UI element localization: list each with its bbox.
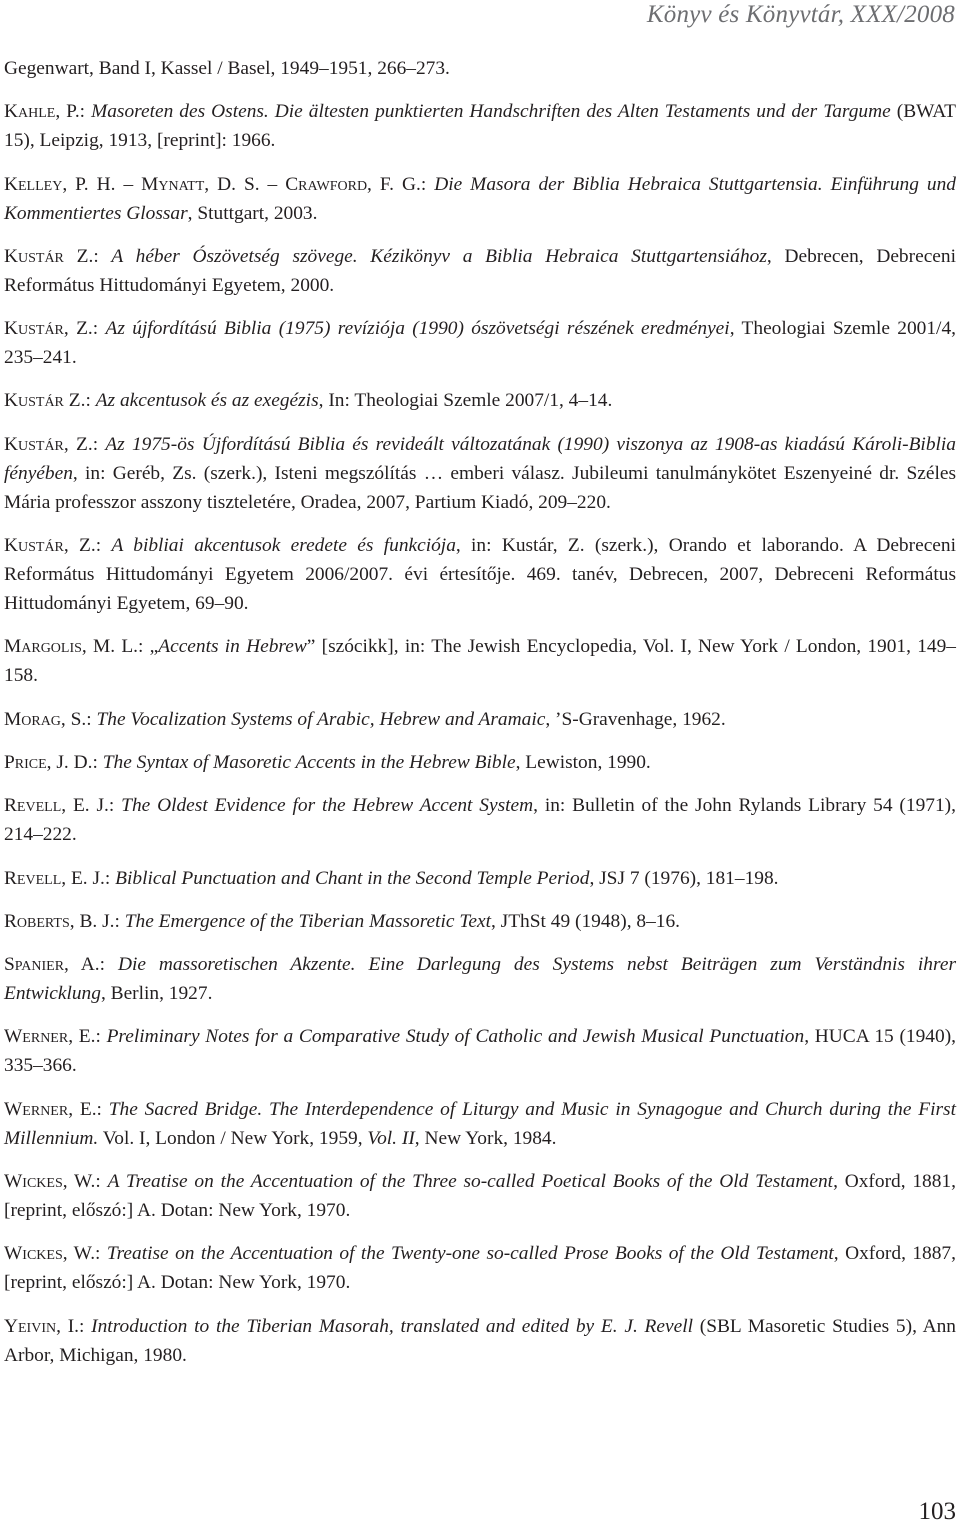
separator: :	[108, 795, 122, 817]
publication-info: , Oxford, 1887, [reprint, előszó:] A. Dotan: New York, 1970.	[4, 1243, 956, 1294]
author: Price, J. D.	[4, 751, 93, 773]
volume-italic: Vol. II	[367, 1127, 415, 1149]
continued-text: Gegenwart, Band I, Kassel / Basel, 1949–1951, 266–273.	[4, 58, 450, 79]
author: Werner, E.	[4, 1026, 96, 1048]
separator: :	[95, 1243, 107, 1265]
title: Az akcentusok és az exegézis	[95, 390, 319, 412]
title: A Treatise on the Accentuation of the Three so-called Poetical Books of the Old Testament	[107, 1171, 834, 1193]
reference-entry	[4, 1022, 956, 1080]
reference-entry	[4, 950, 956, 1008]
separator: :	[86, 708, 97, 730]
reference-entry	[4, 430, 956, 517]
publication-info: , in: Geréb, Zs. (szerk.), Isteni megszólítás … emberi válasz. Jubileumi tanulmánykötet Eszenyeiné dr. Széles Mária professzor asszony tiszteletére, Oradea, 2007, Partium Kiadó, 209–220.	[4, 462, 956, 513]
publication-info: , ’S-Gravenhage, 1962.	[545, 708, 726, 730]
publication-info: , in: Kustár, Z. (szerk.), Orando et laborando. A Debreceni Református Hittudományi Egyetem 2006/2007. évi értesítője. 469. tanév, Debrecen, 2007, Debreceni Református Hittudományi Egyetem, 69–90.	[4, 535, 956, 615]
author: Kustár Z.	[4, 390, 86, 412]
publication-info: , Theologiai Szemle 2001/4, 235–241.	[4, 318, 956, 369]
title: Preliminary Notes for a Comparative Study of Catholic and Jewish Musical Punctuation	[106, 1026, 805, 1048]
author: Kahle, P.	[4, 101, 80, 123]
reference-entry	[4, 314, 956, 372]
author: Wickes, W.	[4, 1171, 96, 1193]
separator: : „	[138, 636, 159, 658]
publication-info: , JSJ 7 (1976), 181–198.	[589, 867, 779, 889]
reference-entry	[4, 97, 956, 155]
publication-info: , Debrecen, Debreceni Református Hittudományi Egyetem, 2000.	[4, 245, 956, 296]
publication-info: , In: Theologiai Szemle 2007/1, 4–14.	[318, 390, 613, 412]
title: The Syntax of Masoretic Accents in the Hebrew Bible	[102, 751, 516, 773]
separator: :	[92, 433, 106, 455]
publication-info-end: , New York, 1984.	[414, 1127, 557, 1149]
author: Werner, E.	[4, 1098, 97, 1120]
reference-entry	[4, 386, 956, 415]
separator: :	[95, 535, 112, 557]
reference-entry	[4, 54, 956, 83]
reference-entry	[4, 748, 956, 777]
title: Accents in Hebrew	[158, 636, 307, 658]
reference-entry	[4, 1167, 956, 1225]
reference-entry	[4, 1239, 956, 1297]
publication-info: ” [szócikk], in: The Jewish Encyclopedia, Vol. I, New York / London, 1901, 149–158.	[4, 636, 956, 687]
author: Wickes, W.	[4, 1243, 96, 1265]
separator: :	[95, 1171, 108, 1193]
separator: :	[93, 245, 112, 267]
author: Kustár, Z.	[4, 535, 96, 557]
publication-info: , HUCA 15 (1940), 335–366.	[4, 1026, 956, 1077]
author: Yeivin, I.	[4, 1315, 80, 1337]
reference-entry	[4, 632, 956, 690]
separator: :	[114, 910, 125, 932]
separator: :	[104, 867, 116, 889]
title: The Emergence of the Tiberian Massoretic Text	[124, 910, 491, 932]
reference-entry	[4, 907, 956, 936]
title: Az 1975-ös Újfordítású Biblia és revideált változatának (1990) viszonya az 1908-as kiadású Károli-Biblia fényében	[4, 433, 956, 484]
title: Treatise on the Accentuation of the Twenty-one so-called Prose Books of the Old Testament	[106, 1243, 834, 1265]
publication-info: , Berlin, 1927.	[100, 983, 213, 1005]
title: A bibliai akcentusok eredete és funkciója	[111, 535, 456, 557]
reference-list	[4, 54, 956, 1384]
journal-header: Könyv és Könyvtár, XXX/2008	[646, 1, 955, 28]
reference-entry	[4, 1312, 956, 1370]
publication-info: , JThSt 49 (1948), 8–16.	[490, 910, 681, 932]
publication-info: , Oxford, 1881, [reprint, előszó:] A. Dotan: New York, 1970.	[4, 1171, 956, 1222]
title: The Vocalization Systems of Arabic, Hebrew and Aramaic	[96, 708, 546, 730]
reference-entry	[4, 170, 956, 228]
reference-entry	[4, 531, 956, 618]
author: Kustár, Z.	[4, 318, 93, 340]
separator: :	[85, 390, 96, 412]
title: Masoreten des Ostens. Die ältesten punktierten Handschriften des Alten Testaments und der Targume	[91, 101, 891, 123]
title: Die Masora der Biblia Hebraica Stuttgartensia. Einführung und Kommentiertes Glossar	[4, 173, 956, 224]
title: Biblical Punctuation and Chant in the Second Temple Period	[115, 867, 590, 889]
separator: :	[79, 1315, 92, 1337]
publication-info: , in: Bulletin of the John Rylands Library 54 (1971), 214–222.	[4, 795, 956, 846]
page-number: 103	[918, 1498, 956, 1525]
author: Morag, S.	[4, 708, 87, 730]
author: Kustár, Z.	[4, 433, 93, 455]
separator: :	[420, 173, 435, 195]
separator: :	[99, 954, 118, 976]
author: Margolis, M. L.	[4, 636, 139, 658]
author: Kustár Z.	[4, 245, 94, 267]
author: Roberts, B. J.	[4, 910, 115, 932]
publication-info: (BWAT 15), Leipzig, 1913, [reprint]: 1966.	[4, 101, 956, 152]
separator: :	[92, 318, 106, 340]
title: Az újfordítású Biblia (1975) revíziója (1990) ószövetségi részének eredményei	[105, 318, 730, 340]
title: Die massoretischen Akzente. Eine Darlegung des Systems nebst Beiträgen zum Verständnis ihrer Entwicklung	[4, 954, 956, 1005]
reference-entry	[4, 791, 956, 849]
author: Revell, E. J.	[4, 867, 105, 889]
publication-info: Vol. I, London / New York, 1959,	[98, 1127, 368, 1149]
separator: :	[92, 751, 103, 773]
author: Spanier, A.	[4, 954, 100, 976]
separator: :	[95, 1026, 107, 1048]
reference-entry	[4, 1095, 956, 1153]
title: The Oldest Evidence for the Hebrew Accent System	[121, 795, 534, 817]
author: Revell, E. J.	[4, 795, 109, 817]
reference-entry	[4, 242, 956, 300]
author: Kelley, P. H. – Mynatt, D. S. – Crawford, F. G.	[4, 173, 421, 195]
reference-entry	[4, 864, 956, 893]
separator: :	[79, 101, 92, 123]
title: The Sacred Bridge. The Interdependence of Liturgy and Music in Synagogue and Church during the First Millennium.	[4, 1098, 956, 1149]
separator: :	[96, 1098, 109, 1120]
title: Introduction to the Tiberian Masorah, translated and edited by E. J. Revell	[91, 1315, 693, 1337]
publication-info: , Lewiston, 1990.	[515, 751, 651, 773]
publication-info: , Stuttgart, 2003.	[187, 202, 318, 224]
reference-entry	[4, 705, 956, 734]
title: A héber Ószövetség szövege. Kézikönyv a Biblia Hebraica Stuttgartensiához	[111, 245, 767, 267]
publication-info: (SBL Masoretic Studies 5), Ann Arbor, Michigan, 1980.	[4, 1315, 956, 1366]
